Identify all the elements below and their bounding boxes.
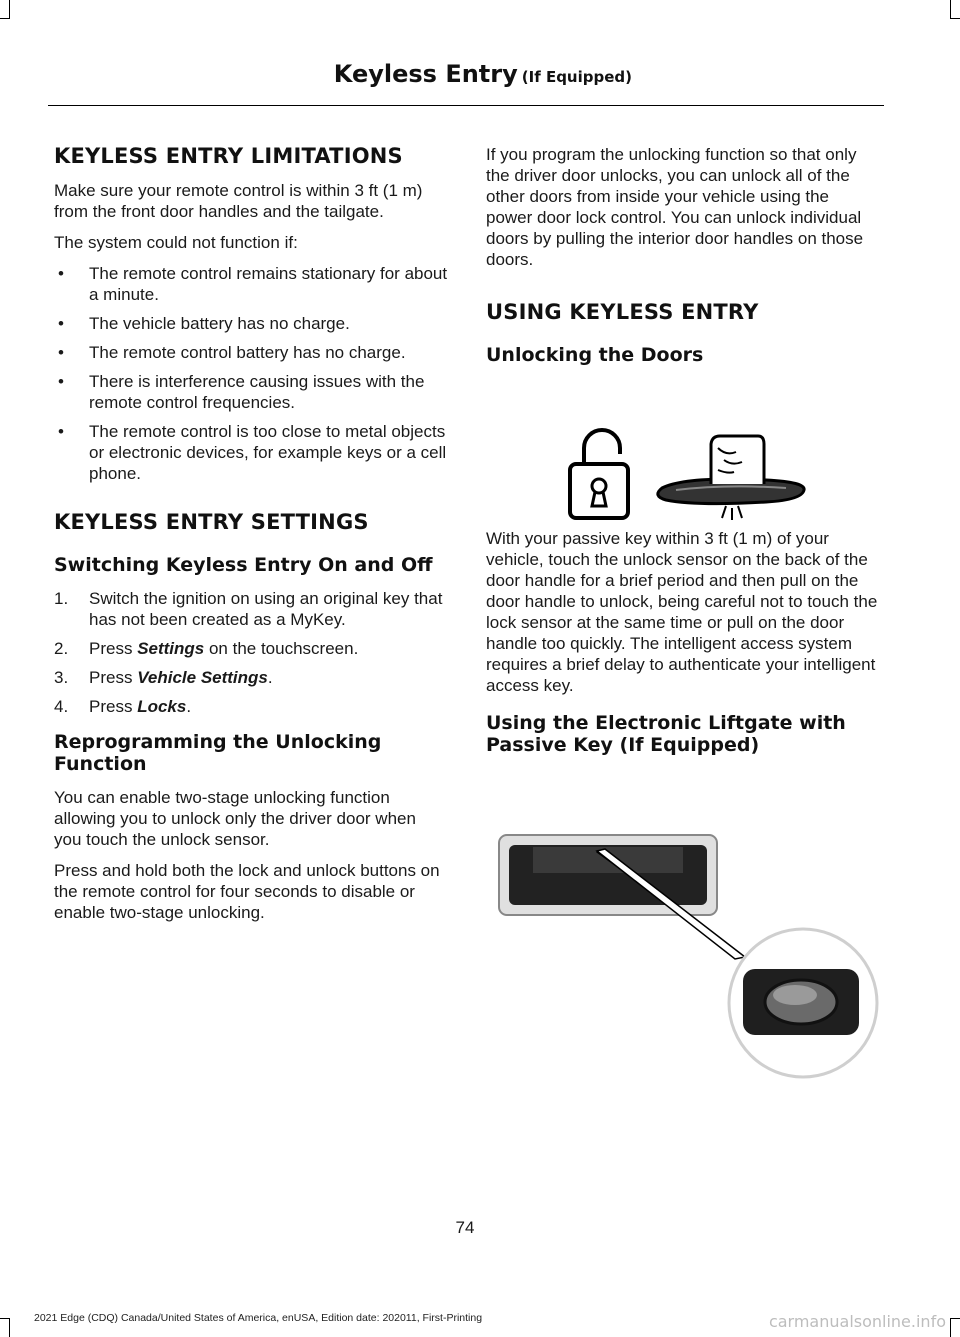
step-text: . bbox=[267, 668, 273, 687]
unlock-door-handle-icon bbox=[566, 426, 810, 526]
settings-heading: KEYLESS ENTRY SETTINGS bbox=[54, 510, 369, 534]
header-title-main: Keyless Entry bbox=[333, 60, 518, 88]
crop-mark bbox=[9, 1319, 10, 1337]
step-text: Press bbox=[89, 639, 138, 658]
menu-settings: Settings bbox=[137, 639, 205, 658]
using-heading: USING KEYLESS ENTRY bbox=[486, 300, 759, 324]
header-title-suffix: (If Equipped) bbox=[521, 68, 632, 86]
step-number: 4. bbox=[54, 697, 69, 716]
step-item bbox=[54, 696, 448, 717]
list-item-text: The remote control is too close to metal objects or electronic devices, for example keys or a cell phone. bbox=[89, 422, 447, 483]
unlocking-subheading: Unlocking the Doors bbox=[486, 344, 704, 366]
list-item-text: The vehicle battery has no charge. bbox=[89, 314, 350, 333]
list-item: • The remote control remains stationary for about a minute. bbox=[58, 264, 448, 304]
step-text: . bbox=[186, 697, 192, 716]
limitations-lead: The system could not function if: bbox=[54, 233, 298, 252]
crop-mark bbox=[0, 1318, 10, 1319]
page-header-title bbox=[334, 60, 632, 88]
liftgate-subheading: Using the Electronic Liftgate with Passive Key (If Equipped) bbox=[486, 712, 846, 756]
crop-mark bbox=[950, 1319, 951, 1337]
limitations-list bbox=[54, 263, 448, 484]
liftgate-button-illustration bbox=[497, 833, 880, 1080]
list-item-text: The remote control battery has no charge. bbox=[89, 343, 406, 362]
step-item bbox=[54, 588, 448, 630]
header-divider bbox=[48, 105, 884, 106]
limitations-heading: KEYLESS ENTRY LIMITATIONS bbox=[54, 144, 403, 168]
step-text: Switch the ignition on using an original key that has not been created as a MyKey. bbox=[89, 589, 443, 629]
step-text: on the touchscreen. bbox=[204, 639, 359, 658]
program-paragraph: If you program the unlocking function so that only the driver door unlocks, you can unlock all of the other doors from inside your vehicle using the power door lock control. You can unlock individual doors by pulling the interior door handles on those doors. bbox=[486, 145, 864, 269]
reprogramming-paragraph: Press and hold both the lock and unlock buttons on the remote control for four seconds to disable or enable two-stage unlocking. bbox=[54, 861, 440, 922]
list-item: • The vehicle battery has no charge. bbox=[58, 314, 350, 333]
step-number: 1. bbox=[54, 589, 69, 608]
reprogramming-paragraph: You can enable two-stage unlocking function allowing you to unlock only the driver door when you touch the unlock sensor. bbox=[54, 788, 416, 849]
step-item bbox=[54, 638, 448, 659]
crop-mark bbox=[950, 0, 951, 18]
footer-edition-info: 2021 Edge (CDQ) Canada/United States of America, enUSA, Edition date: 202011, First-Printing bbox=[34, 1312, 483, 1324]
crop-mark bbox=[0, 18, 10, 19]
list-item-text: The remote control remains stationary for about a minute. bbox=[89, 264, 448, 304]
step-text: Press bbox=[89, 668, 138, 687]
page-number: 74 bbox=[455, 1218, 475, 1237]
list-item: • The remote control battery has no charge. bbox=[58, 343, 406, 362]
list-item: • The remote control is too close to metal objects or electronic devices, for example keys or a cell phone. bbox=[58, 422, 447, 483]
step-number: 2. bbox=[54, 639, 69, 658]
menu-locks: Locks bbox=[137, 697, 187, 716]
steps-list bbox=[54, 588, 448, 717]
crop-mark bbox=[950, 18, 960, 19]
limitations-intro: Make sure your remote control is within 3 ft (1 m) from the front door handles and the tailgate. bbox=[54, 181, 423, 221]
step-text: Press bbox=[89, 697, 138, 716]
unlock-paragraph: With your passive key within 3 ft (1 m) of your vehicle, touch the unlock sensor on the back of the door handle for a brief period and then pull on the door handle to unlock, being careful not to touch the lock sensor at the same time or pull on the door handle too quickly. The intelligent access system requires a brief delay to authenticate your intelligent access key. bbox=[486, 529, 878, 695]
list-item: • There is interference causing issues with the remote control frequencies. bbox=[58, 372, 425, 412]
switching-subheading: Switching Keyless Entry On and Off bbox=[54, 554, 433, 576]
list-item-text: There is interference causing issues with the remote control frequencies. bbox=[89, 372, 425, 412]
reprogramming-subheading: Reprogramming the Unlocking Function bbox=[54, 731, 382, 775]
menu-vehicle-settings: Vehicle Settings bbox=[137, 668, 268, 687]
left-column bbox=[54, 144, 448, 933]
crop-mark bbox=[950, 1318, 960, 1319]
watermark: carmanualsonline.info bbox=[768, 1312, 946, 1331]
crop-mark bbox=[9, 0, 10, 18]
step-item bbox=[54, 667, 448, 688]
step-number: 3. bbox=[54, 668, 69, 687]
